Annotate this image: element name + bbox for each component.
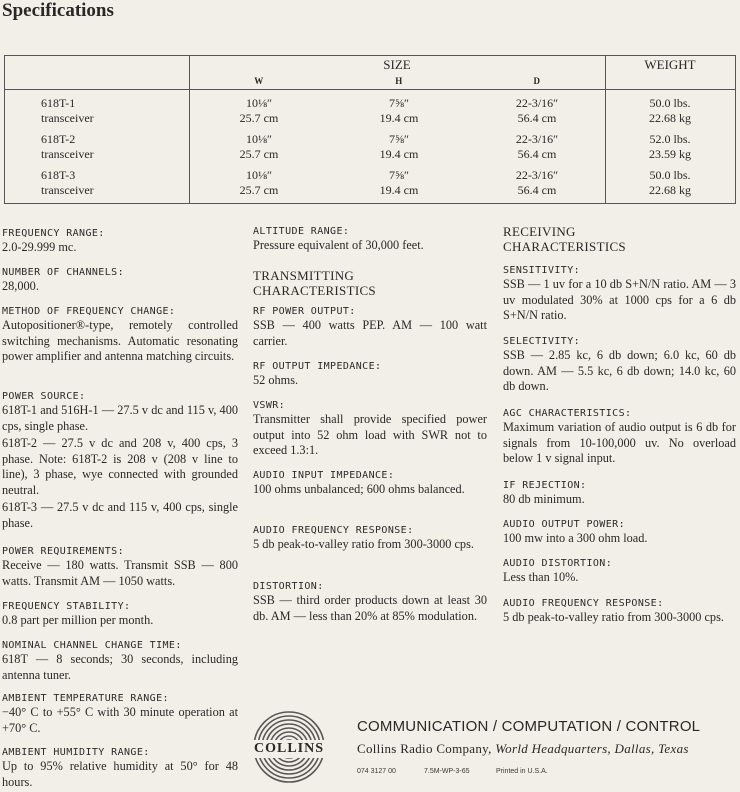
spec-value: 5 db peak-to-valley ratio from 300-3000 cps. — [503, 610, 724, 624]
spec-label: METHOD OF FREQUENCY CHANGE: — [2, 306, 176, 317]
power-source-block — [2, 390, 238, 531]
spec-label: AUDIO OUTPUT POWER: — [503, 519, 625, 530]
spec-label: SENSITIVITY: — [503, 265, 581, 276]
spec-label: AUDIO FREQUENCY RESPONSE: — [253, 525, 414, 536]
size-header: SIZE — [383, 57, 411, 72]
table-cell-depth: 22-3/16″ 56.4 cm — [515, 96, 559, 125]
table-cell-width: 10⅛″ 25.7 cm — [239, 96, 279, 125]
size-weight-table — [4, 55, 736, 204]
channel-change-time-block — [2, 639, 238, 683]
spec-label: VSWR: — [253, 400, 286, 411]
temperature-range-block — [2, 692, 238, 736]
spec-label: DISTORTION: — [253, 581, 324, 592]
spec-value: 100 mw into a 300 ohm load. — [503, 531, 648, 545]
table-row-model: 618T-2 transceiver — [41, 132, 94, 161]
spec-label: POWER SOURCE: — [2, 391, 86, 402]
printed-in-usa: Printed in U.S.A. — [496, 768, 548, 775]
table-cell-height: 7⅝″ 19.4 cm — [379, 96, 419, 125]
spec-label: NOMINAL CHANNEL CHANGE TIME: — [2, 640, 182, 651]
spec-value: Pressure equivalent of 30,000 feet. — [253, 238, 424, 252]
spec-value: 52 ohms. — [253, 373, 299, 387]
collins-logo-wordmark: COLLINS — [245, 740, 333, 758]
humidity-range-block — [2, 746, 238, 790]
table-row-model: 618T-3 transceiver — [41, 168, 94, 197]
spec-label: RF POWER OUTPUT: — [253, 306, 356, 317]
spec-value: 618T-1 and 516H-1 — 27.5 v dc and 115 v, 400 cps, single phase. — [2, 403, 238, 433]
table-cell-width: 10⅛″ 25.7 cm — [239, 132, 279, 161]
width-subheader: W — [254, 76, 264, 86]
spec-label: AUDIO FREQUENCY RESPONSE: — [503, 598, 664, 609]
spec-value: SSB — 400 watts PEP. AM — 100 watt carrier. — [253, 318, 487, 348]
table-cell-width: 10⅛″ 25.7 cm — [239, 168, 279, 197]
audio-frequency-response-block — [503, 597, 736, 626]
spec-value: Less than 10%. — [503, 570, 579, 584]
print-run-code: 7.5M-WP-3-65 — [424, 768, 470, 775]
table-cell-depth: 22-3/16″ 56.4 cm — [515, 132, 559, 161]
spec-value: 80 db minimum. — [503, 492, 585, 506]
spec-label: RF OUTPUT IMPEDANCE: — [253, 361, 382, 372]
vswr-block — [253, 399, 487, 459]
weight-header: WEIGHT — [644, 57, 696, 72]
height-subheader: H — [395, 76, 403, 86]
table-cell-height: 7⅝″ 19.4 cm — [379, 132, 419, 161]
table-cell-weight: 52.0 lbs. 23.59 kg — [649, 132, 691, 161]
table-cell-weight: 50.0 lbs. 22.68 kg — [649, 96, 691, 125]
receiving-heading: RECEIVING CHARACTERISTICS — [503, 224, 626, 254]
power-requirements-block — [2, 545, 238, 589]
frequency-change-block — [2, 305, 238, 365]
audio-frequency-response-block — [253, 524, 487, 553]
distortion-block — [253, 580, 487, 624]
spec-label: NUMBER OF CHANNELS: — [2, 267, 124, 278]
spec-value: Up to 95% relative humidity at 50° for 48 hours. — [2, 759, 238, 789]
spec-label: AGC CHARACTERISTICS: — [503, 408, 632, 419]
table-cell-depth: 22-3/16″ 56.4 cm — [515, 168, 559, 197]
spec-value: Autopositioner®-type, remotely controlled switching mechanisms. Automatic resonating power amplifier and antenna matching circuits. — [2, 318, 238, 363]
spec-value: Maximum variation of audio output is 6 db for signals from 10-100,000 uv. No overload below 1 v signal input. — [503, 420, 736, 465]
table-row-model: 618T-1 transceiver — [41, 96, 94, 125]
spec-value: SSB — 2.85 kc, 6 db down; 6.0 kc, 60 db down. AM — 5.5 kc, 6 db down; 14.0 kc, 60 db down. — [503, 348, 736, 393]
spec-value: 618T-2 — 27.5 v dc and 208 v, 400 cps, 3 phase. Note: 618T-2 is 208 v (208 v line to line), 3 phase, wye connected with grounded neutral. — [2, 436, 238, 497]
audio-output-power-block — [503, 518, 736, 547]
spec-label: FREQUENCY RANGE: — [2, 228, 105, 239]
company-headquarters: World Headquarters, Dallas, Texas — [495, 741, 689, 756]
rf-power-output-block — [253, 305, 487, 349]
rf-output-impedance-block — [253, 360, 487, 389]
spec-label: SELECTIVITY: — [503, 336, 581, 347]
spec-label: AUDIO DISTORTION: — [503, 558, 613, 569]
spec-value: 0.8 part per million per month. — [2, 613, 154, 627]
audio-distortion-block — [503, 557, 736, 586]
spec-label: AMBIENT TEMPERATURE RANGE: — [2, 693, 169, 704]
spec-value: 5 db peak-to-valley ratio from 300-3000 cps. — [253, 537, 474, 551]
spec-value: 100 ohms unbalanced; 600 ohms balanced. — [253, 482, 465, 496]
spec-label: AMBIENT HUMIDITY RANGE: — [2, 747, 150, 758]
company-name: Collins Radio Company, — [357, 741, 492, 756]
spec-value: SSB — third order products down at least 30 db. AM — less than 20% at 85% modulation. — [253, 593, 487, 623]
table-cell-weight: 50.0 lbs. 22.68 kg — [649, 168, 691, 197]
frequency-range-block — [2, 227, 238, 256]
agc-characteristics-block — [503, 407, 736, 467]
spec-label: IF REJECTION: — [503, 480, 587, 491]
spec-value: Receive — 180 watts. Transmit SSB — 800 watts. Transmit AM — 1050 watts. — [2, 558, 238, 588]
spec-value: SSB — 1 uv for a 10 db S+N/N ratio. AM — 3 uv modulated 30% at 1000 cps for a 6 db S+N/N ratio. — [503, 277, 736, 322]
transmitting-heading: TRANSMITTING CHARACTERISTICS — [253, 268, 376, 298]
spec-value: 28,000. — [2, 279, 39, 293]
spec-value: Transmitter shall provide specified power output into 52 ohm load with SWR not to exceed 1.3:1. — [253, 412, 487, 457]
altitude-block — [253, 225, 487, 254]
frequency-stability-block — [2, 600, 238, 629]
audio-input-impedance-block — [253, 469, 487, 498]
spec-value: 618T-3 — 27.5 v dc and 115 v, 400 cps, single phase. — [2, 500, 238, 530]
sensitivity-block — [503, 264, 736, 324]
spec-label: ALTITUDE RANGE: — [253, 226, 350, 237]
publication-code: 074 3127 00 — [357, 768, 396, 775]
spec-label: POWER REQUIREMENTS: — [2, 546, 124, 557]
spec-value: 618T — 8 seconds; 30 seconds, including antenna tuner. — [2, 652, 238, 682]
spec-label: FREQUENCY STABILITY: — [2, 601, 131, 612]
page-title: Specifications — [2, 0, 114, 21]
spec-value: 2.0-29.999 mc. — [2, 240, 77, 254]
company-line — [357, 741, 689, 757]
if-rejection-block — [503, 479, 736, 508]
spec-value: −40° C to +55° C with 30 minute operation at +70° C. — [2, 705, 238, 735]
depth-subheader: D — [533, 76, 541, 86]
spec-label: AUDIO INPUT IMPEDANCE: — [253, 470, 395, 481]
selectivity-block — [503, 335, 736, 395]
table-cell-height: 7⅝″ 19.4 cm — [379, 168, 419, 197]
channels-block — [2, 266, 238, 295]
company-tagline: COMMUNICATION / COMPUTATION / CONTROL — [357, 718, 701, 735]
